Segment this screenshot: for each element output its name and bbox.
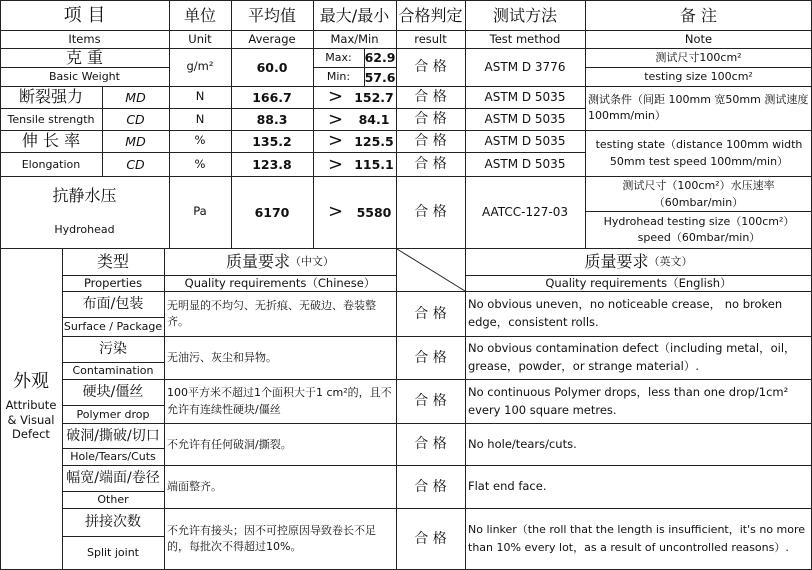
header-note-cn: 备 注 [679,5,718,25]
hydrohead-sign: > [327,201,344,223]
basic-weight-note-en: testing size 100cm² [644,70,753,84]
tensile-name-en: Tensile strength [7,112,95,126]
type-hole-cn: 破洞/撕破/切口 [66,427,160,444]
req-cn-header-sub: （中文） [290,255,334,269]
req-cn-header-en: Quality requirements（Chinese） [184,275,376,290]
type-polymer-en: Polymer drop [76,407,150,421]
basic-weight-average: 60.0 [256,59,288,75]
basic-weight-max-label: Max: [325,50,352,64]
tensile-cd-dir: CD [126,112,145,127]
result-surface: 合 格 [414,305,447,322]
header-maxmin-cn: 最大/最小 [319,5,390,25]
tensile-cd-sign: > [327,108,344,130]
req-en-contamination: No obvious contamination defect（including metal，oil，grease，powder，or strange material）. [468,341,796,373]
elongation-cd-limit: 115.1 [354,157,394,172]
req-en-header [465,249,812,275]
type-other-en: Other [97,493,129,507]
req-cn-hole: 不允许有任何破洞/撕裂。 [167,437,292,451]
hydrohead-result: 合 格 [414,203,447,220]
basic-weight-method: ASTM D 3776 [484,59,566,74]
tensile-md-dir: MD [125,89,146,105]
hydrohead-unit: Pa [193,204,207,219]
req-en-header-en: Quality requirements（English） [545,275,732,290]
appearance-title-cn: 外观 [13,371,49,393]
header-unit-en: Unit [188,31,212,46]
header-average-cn: 平均值 [247,5,296,25]
req-en-other: Flat end face. [468,479,547,494]
tensile-cd-method: ASTM D 5035 [484,112,566,127]
req-cn-header-title: 质量要求 [225,252,290,272]
hydrohead-name-en: Hydrohead [54,223,115,237]
type-other-cn: 幅宽/端面/卷径 [66,470,160,487]
hydrohead-method: AATCC-127-03 [481,204,569,219]
elongation-name-cn: 伸 长 率 [21,131,81,151]
header-method-en: Test method [489,31,561,46]
tensile-md-method: ASTM D 5035 [484,89,566,104]
hydrohead-limit: 5580 [356,204,392,220]
basic-weight-min: 57.6 [364,69,396,85]
type-contamination-en: Contamination [72,364,154,378]
elongation-cd-unit: % [194,156,206,171]
req-en-surface: No obvious uneven，no noticeable crease， no broken edge，consistent rolls. [468,297,783,329]
elongation-name-en: Elongation [21,157,81,171]
header-average-en: Average [248,31,296,46]
req-cn-split: 不允许有接头；因不可控原因导致卷长不足的，每批次不得超过10%。 [167,523,376,553]
result-contamination: 合 格 [414,349,447,366]
basic-weight-result: 合 格 [414,58,447,75]
tensile-note: 测试条件（间距 100mm 宽50mm 测试速度100mm/min） [588,92,809,122]
elongation-md-average: 135.2 [252,133,292,149]
basic-weight-min-label: Min: [326,70,351,84]
tensile-md-unit: N [195,89,205,104]
req-en-hole: No hole/tears/cuts. [468,436,577,451]
type-header-cn: 类型 [96,252,129,272]
elongation-cd-sign: > [327,153,344,175]
elongation-md-sign: > [327,130,344,152]
type-surface-en: Surface / Package [63,320,163,334]
header-result-en: result [414,31,447,46]
type-split-cn: 拼接次数 [85,514,141,531]
tensile-cd-average: 88.3 [256,112,288,127]
basic-weight-unit: g/m² [186,59,214,74]
header-maxmin-en: Max/Min [330,31,379,46]
type-header-en: Properties [83,275,143,290]
header-item-en: Items [68,31,101,46]
tensile-md-result: 合 格 [414,88,447,105]
elongation-md-limit: 125.5 [354,133,394,149]
elongation-cd-result: 合 格 [414,156,447,173]
tensile-cd-limit: 84.1 [358,112,390,127]
tensile-cd-unit: N [195,111,205,126]
basic-weight-note-cn: 测试尺寸100cm² [655,50,742,64]
result-polymer: 合 格 [414,393,447,410]
req-en-split: No linker（the roll that the length is insufficient，it's no more than 10% every lot，as a result of uncontrolled reasons）. [468,523,806,554]
tensile-md-limit: 152.7 [354,89,394,105]
req-en-header-title: 质量要求 [584,252,649,272]
req-cn-polymer: 100平方米不超过1个面积大于1 cm²的，且不允许有连续性硬块/僵丝 [167,386,392,416]
result-other: 合 格 [414,478,447,495]
req-en-polymer: No continuous Polymer drops，less than one drop/1cm² every 100 square metres. [468,384,789,417]
elongation-md-method: ASTM D 5035 [484,133,566,148]
type-surface-cn: 布面/包装 [82,296,144,313]
header-unit-cn: 单位 [183,5,216,25]
basic-weight-name-cn: 克 重 [65,47,104,67]
result-hole: 合 格 [414,436,447,453]
tensile-md-sign: > [327,86,344,108]
elongation-md-unit: % [194,133,206,148]
header-item-cn: 项 目 [63,4,106,26]
appearance-title-en: Attribute & Visual Defect [5,398,57,442]
type-split-en: Split joint [86,546,139,560]
req-cn-header [164,249,396,275]
elongation-cd-dir: CD [126,157,145,172]
tensile-name-cn: 断裂强力 [18,87,83,107]
header-note-en: Note [684,31,713,46]
elongation-md-result: 合 格 [414,132,447,149]
header-result-cn: 合格判定 [398,5,463,25]
hydrohead-note-en: Hydrohead testing size（100cm²） speed（60mbar/min） [603,215,795,244]
elongation-md-dir: MD [125,133,146,149]
elongation-note: testing state（distance 100mm width 50mm test speed 100mm/min） [595,138,803,168]
result-split: 合 格 [414,530,447,547]
hydrohead-note-cn-1: 测试尺寸（100cm²）水压速率 [622,178,775,192]
tensile-cd-result: 合 格 [414,111,447,128]
req-cn-other: 端面整齐。 [167,480,222,494]
req-cn-surface: 无明显的不均匀、无折痕、无破边、卷装整齐。 [167,298,376,328]
type-hole-en: Hole/Tears/Cuts [70,450,156,464]
hydrohead-note-cn-2: （60mbar/min） [653,195,744,209]
header-method-cn: 测试方法 [492,5,557,25]
basic-weight-max: 62.9 [364,50,396,65]
basic-weight-name-en: Basic Weight [49,70,120,84]
elongation-cd-method: ASTM D 5035 [484,157,566,172]
type-polymer-cn: 硬块/僵丝 [82,384,144,401]
req-cn-contamination: 无油污、灰尘和异物。 [167,351,277,365]
elongation-cd-average: 123.8 [252,157,292,172]
tensile-md-average: 166.7 [252,89,292,105]
hydrohead-average: 6170 [254,204,290,220]
type-contamination-cn: 污染 [99,341,127,358]
hydrohead-name-cn: 抗静水压 [52,186,117,206]
req-en-header-sub: （英文） [648,255,693,269]
